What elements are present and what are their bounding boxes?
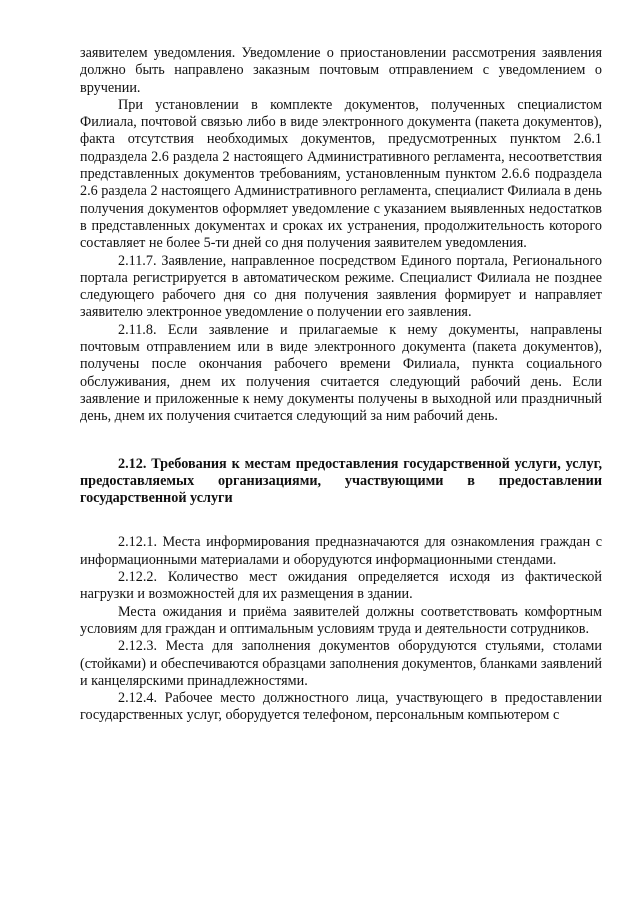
- paragraph-2-12-2: 2.12.2. Количество мест ожидания определяется исходя из фактической нагрузки и возможностей для их размещения в здании.: [80, 569, 602, 603]
- paragraph-2-11-7: 2.11.7. Заявление, направленное посредством Единого портала, Регионального портала регистрируется в автоматическом режиме. Специалист Филиала не позднее следующего рабочего дня со дня получения заявления формирует и направляет заявителю электронное уведомление о получении его заявления.: [80, 252, 602, 321]
- paragraph-notice-delivery: заявителем уведомления. Уведомление о приостановлении рассмотрения заявления должно быть направлено заказным почтовым отправлением с уведомлением о вручении.: [80, 45, 602, 96]
- paragraph-2-12-3: 2.12.3. Места для заполнения документов оборудуются стульями, столами (стойками) и обеспечиваются образцами заполнения документов, бланками заявлений и канцелярскими принадлежностями.: [80, 638, 602, 689]
- paragraph-2-12-1: 2.12.1. Места информирования предназначаются для ознакомления граждан с информационными материалами и оборудуются информационными стендами.: [80, 534, 602, 568]
- paragraph-2-12-4: 2.12.4. Рабочее место должностного лица, участвующего в предоставлении государственных услуг, оборудуется телефоном, персональным компьютером с: [80, 690, 602, 724]
- section-heading-2-12: 2.12. Требования к местам предоставления государственной услуги, услуг, предоставляемых организациями, участвующими в предоставлении государственной услуги: [80, 455, 602, 507]
- document-body: [80, 45, 602, 725]
- paragraph-waiting-places: Места ожидания и приёма заявителей должны соответствовать комфортным условиям для граждан и оптимальным условиям труда и деятельности сотрудников.: [80, 603, 602, 637]
- paragraph-2-11-8: 2.11.8. Если заявление и прилагаемые к нему документы, направлены почтовым отправлением или в виде электронного документа (пакета документов), получены после окончания рабочего времени Филиала, пункта социального обслуживания, днем их получения считается следующий рабочий день. Если заявление и приложенные к нему документы получены в выходной или праздничный день, днем их получения считается следующий за ним рабочий день.: [80, 321, 602, 425]
- paragraph-missing-documents: При установлении в комплекте документов, полученных специалистом Филиала, почтовой связью либо в виде электронного документа (пакета документов), факта отсутствия необходимых документов, предусмотренных пунктом 2.6.1 подраздела 2.6 раздела 2 настоящего Административного регламента, несоответствия представленных документов требованиям, установленным пунктом 2.6.6 подраздела 2.6 раздела 2 настоящего Административного регламента, специалист Филиала в день получения документов оформляет уведомление с указанием выявленных недостатков в представленных документах и сроках их устранения, продолжительность которого составляет не более 5-ти дней со дня получения заявителем уведомления.: [80, 96, 602, 252]
